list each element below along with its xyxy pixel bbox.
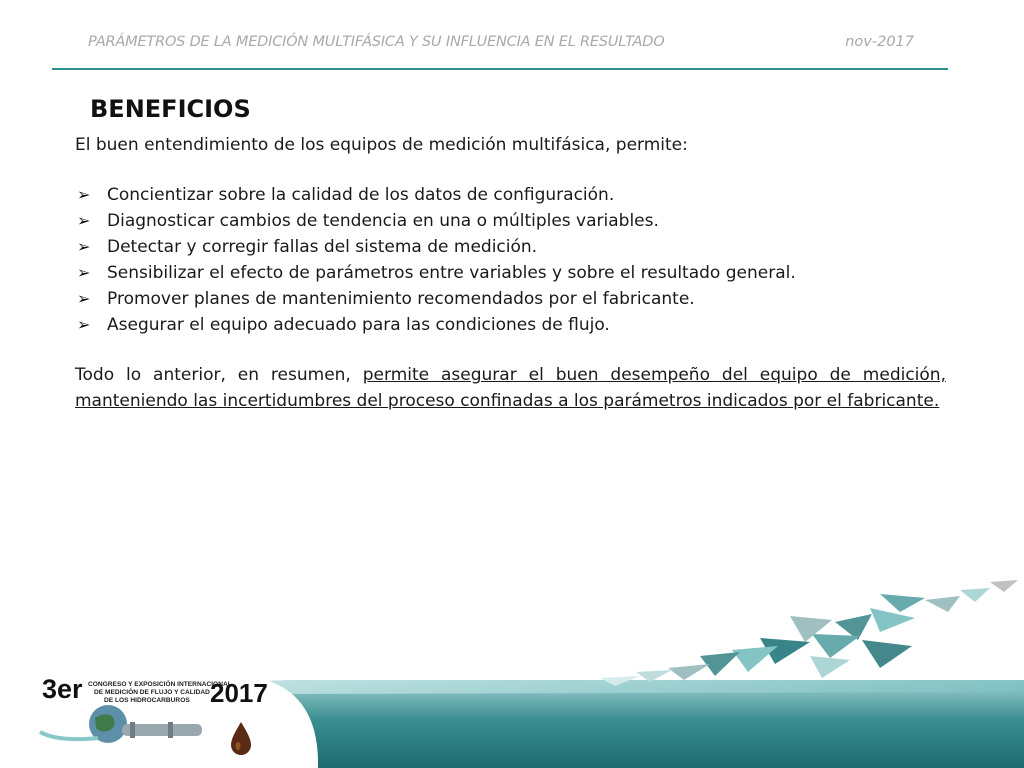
benefits-list: [75, 182, 946, 338]
list-item: [75, 260, 946, 286]
logo-line2: DE MEDICIÓN DE FLUJO Y CALIDAD: [94, 689, 210, 696]
list-item-text: Promover planes de mantenimiento recomendados por el fabricante.: [107, 289, 695, 309]
list-item: [75, 234, 946, 260]
summary-paragraph: [75, 362, 946, 414]
list-item: [75, 182, 946, 208]
header-divider: [52, 68, 948, 70]
summary-prefix: Todo lo anterior, en resumen,: [75, 365, 363, 385]
arrow-bullet-icon: ➢: [77, 185, 91, 204]
arrow-bullet-icon: ➢: [77, 211, 91, 230]
congress-logo: [38, 672, 268, 764]
list-item: [75, 286, 946, 312]
arrow-bullet-icon: ➢: [77, 237, 91, 256]
list-item-text: Detectar y corregir fallas del sistema de medición.: [107, 237, 538, 257]
list-item-text: Diagnosticar cambios de tendencia en una o múltiples variables.: [107, 211, 659, 231]
oil-drop-icon: [231, 722, 251, 755]
triangle-motif: [600, 580, 1018, 686]
header-title: PARÁMETROS DE LA MEDICIÓN MULTIFÁSICA Y SU INFLUENCIA EN EL RESULTADO: [88, 34, 665, 50]
logo-year: 2017: [210, 678, 268, 708]
slide-body: [75, 132, 946, 414]
arrow-bullet-icon: ➢: [77, 263, 91, 282]
arrow-bullet-icon: ➢: [77, 315, 91, 334]
footer-band-highlight: [250, 680, 1024, 694]
slide-heading: BENEFICIOS: [90, 95, 251, 123]
intro-text: El buen entendimiento de los equipos de medición multifásica, permite:: [75, 135, 688, 155]
list-item-text: Sensibilizar el efecto de parámetros entre variables y sobre el resultado general.: [107, 263, 796, 283]
arrow-bullet-icon: ➢: [77, 289, 91, 308]
list-item-text: Asegurar el equipo adecuado para las condiciones de flujo.: [107, 315, 610, 335]
logo-line3: DE LOS HIDROCARBUROS: [104, 697, 190, 704]
logo-ordinal: 3er: [42, 674, 83, 704]
list-item: [75, 208, 946, 234]
summary-underlined: permite asegurar el buen desempeño del equipo de medición, manteniendo las incertidumbres del proceso confinadas a los parámetros indicados por el fabricante.: [75, 365, 946, 411]
logo-line1: CONGRESO Y EXPOSICIÓN INTERNACIONAL: [88, 681, 232, 688]
list-item: [75, 312, 946, 338]
header-date: nov-2017: [845, 34, 914, 50]
list-item-text: Concientizar sobre la calidad de los datos de configuración.: [107, 185, 615, 205]
